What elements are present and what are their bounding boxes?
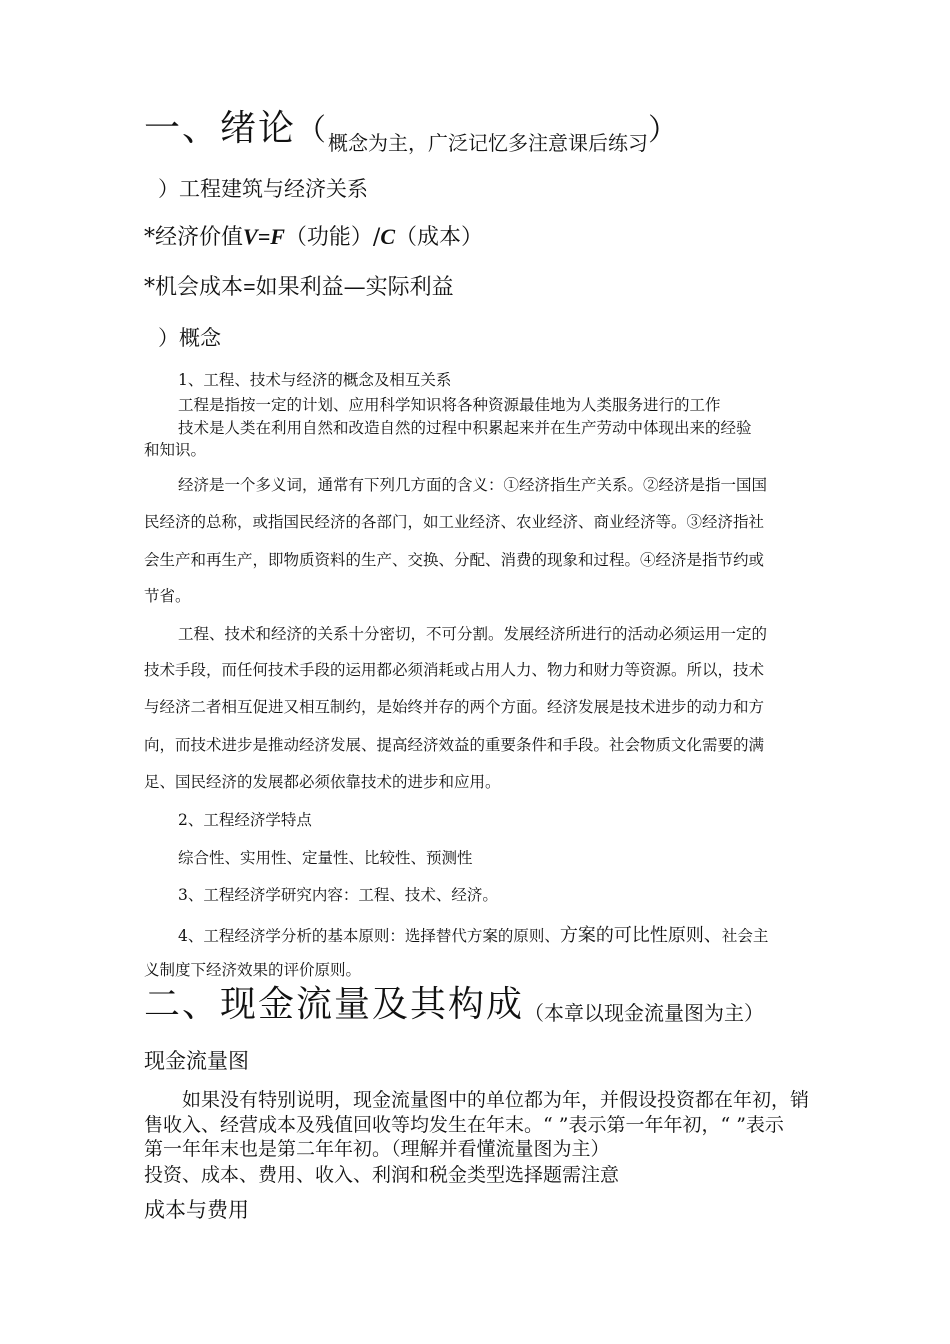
paragraph-line: 工程、技术和经济的关系十分密切，不可分割。发展经济所进行的活动必须运用一定的 bbox=[178, 625, 768, 643]
chapter-heading-2 bbox=[144, 976, 764, 1027]
chapter-heading-1: 一、绪论$(_{概念为主,广泛记忆多注意课后练习})$ bbox=[144, 108, 681, 155]
paragraph-line: 义制度下经济效果的评价原则。 bbox=[144, 961, 362, 979]
paragraph-line: 足、国民经济的发展都必须依靠技术的进步和应用。 bbox=[144, 773, 501, 791]
paragraph-line: 如果没有特别说明，现金流量图中的单位都为年，并假设投资都在年初，销 bbox=[182, 1089, 810, 1111]
paragraph-line: 综合性、实用性、定量性、比较性、预测性 bbox=[178, 849, 473, 867]
section-heading: ）概念 bbox=[158, 326, 221, 350]
item-principles: 4、工程经济学分析的基本原则：选择替代方案的原则、方案的可比性原则、社会主 bbox=[178, 925, 769, 946]
paragraph-line: 民经济的总称，或指国民经济的各部门，如工业经济、农业经济、商业经济等。③经济指社 bbox=[144, 513, 765, 531]
chapter-title-2: 二、现金流量及其构成 bbox=[144, 984, 525, 1025]
paragraph-line: 和知识。 bbox=[144, 441, 207, 459]
formula-value: *经济价值V=F（功能）/C（成本） bbox=[144, 224, 484, 250]
chapter-note-2: （本章以现金流量图为主） bbox=[524, 1001, 765, 1025]
paragraph-line: 经济是一个多义词，通常有下列几方面的含义：①经济指生产关系。②经济是指一国国 bbox=[178, 476, 768, 494]
item-title: 1、工程、技术与经济的概念及相互关系 bbox=[178, 371, 452, 389]
item-title: 3、工程经济学研究内容：工程、技术、经济。 bbox=[178, 886, 498, 904]
formula-opportunity-cost: *机会成本=如果利益—实际利益 bbox=[144, 274, 454, 300]
paragraph-line: 售收入、经营成本及残值回收等均发生在年末。“ ”表示第一年年初，“ ”表示 bbox=[144, 1114, 784, 1136]
section-heading: 成本与费用 bbox=[144, 1198, 249, 1222]
paragraph-engineering: 工程是指按一定的计划、应用科学知识将各种资源最佳地为人类服务进行的工作 bbox=[178, 396, 721, 414]
paragraph-line: 与经济二者相互促进又相互制约，是始终并存的两个方面。经济发展是技术进步的动力和方 bbox=[144, 698, 765, 716]
paragraph-line: 会生产和再生产，即物质资料的生产、交换、分配、消费的现象和过程。④经济是指节约或 bbox=[144, 551, 765, 569]
paragraph-line: 节省。 bbox=[144, 587, 191, 605]
section-heading: ）工程建筑与经济关系 bbox=[158, 177, 368, 201]
chapter-note-1: 概念为主，广泛记忆多注意课后练习 bbox=[328, 131, 649, 155]
note-line: 投资、成本、费用、收入、利润和税金类型选择题需注意 bbox=[144, 1164, 620, 1186]
paragraph-line: 技术是人类在利用自然和改造自然的过程中积累起来并在生产劳动中体现出来的经验 bbox=[178, 419, 752, 437]
chapter-title-1: 一、绪论 bbox=[144, 108, 297, 149]
paragraph-line: 向，而技术进步是推动经济发展、提高经济效益的重要条件和手段。社会物质文化需要的满 bbox=[144, 736, 765, 754]
item-title: 2、工程经济学特点 bbox=[178, 811, 312, 829]
paragraph-line: 第一年年末也是第二年年初。（理解并看懂流量图为主） bbox=[144, 1138, 610, 1160]
paragraph-line: 技术手段，而任何技术手段的运用都必须消耗或占用人力、物力和财力等资源。所以，技术 bbox=[144, 661, 765, 679]
section-heading: 现金流量图 bbox=[144, 1049, 249, 1073]
